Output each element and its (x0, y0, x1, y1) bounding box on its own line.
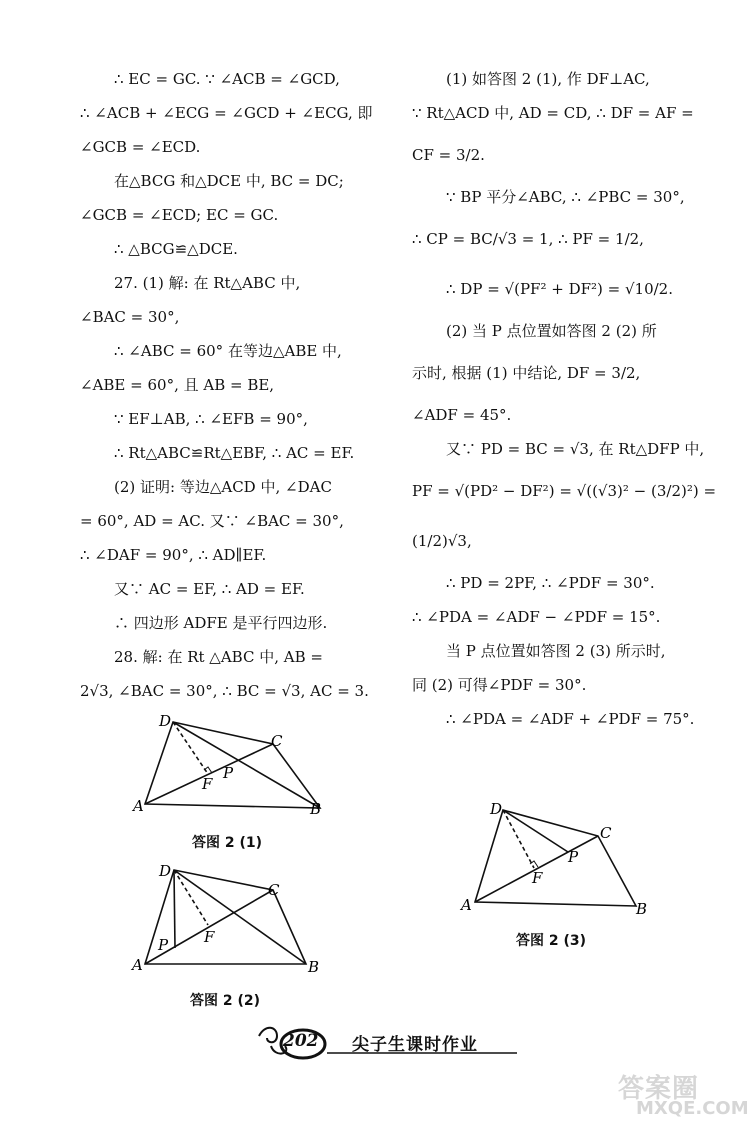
right-line: ∵ Rt△ACD 中, AD = CD, ∴ DF = AF = (412, 104, 694, 122)
label-a: A (133, 797, 144, 815)
left-line: 27. (1) 解: 在 Rt△ABC 中, (114, 274, 301, 292)
line-dp (503, 810, 568, 852)
label-d: D (159, 862, 172, 880)
label-b: B (636, 900, 648, 918)
figure-2-3-caption: 答图 2 (3) (516, 933, 587, 949)
label-c: C (268, 881, 280, 899)
left-line: ∴ ∠DAF = 90°, ∴ AD∥EF. (80, 546, 267, 564)
right-column (412, 62, 717, 736)
watermark-url: MXQE.COM (636, 1098, 749, 1119)
left-line: ∠ABE = 60°, 且 AB = BE, (80, 376, 275, 394)
right-line: (2) 当 P 点位置如答图 2 (2) 所 (446, 322, 657, 340)
right-line: (1) 如答图 2 (1), 作 DF⊥AC, (446, 70, 650, 88)
left-line: 在△BCG 和△DCE 中, BC = DC; (114, 172, 344, 190)
right-line: ∴ PD = 2PF, ∴ ∠PDF = 30°. (446, 574, 655, 592)
line-df-dashed (173, 722, 208, 774)
line-dp (174, 870, 175, 948)
label-p: P (568, 848, 579, 866)
right-line: ∠ADF = 45°. (412, 406, 512, 424)
label-p: P (158, 936, 169, 954)
left-line: 又∵ AC = EF, ∴ AD = EF. (114, 580, 305, 598)
label-a: A (461, 896, 472, 914)
right-line: 示时, 根据 (1) 中结论, DF = 3/2, (412, 364, 641, 382)
right-line: ∴ CP = BC/√3 = 1, ∴ PF = 1/2, (412, 230, 644, 248)
left-line: ∠GCB = ∠ECD. (80, 138, 201, 156)
right-line: ∴ ∠PDA = ∠ADF − ∠PDF = 15°. (412, 608, 661, 626)
label-p: P (223, 764, 234, 782)
left-line: ∵ EF⊥AB, ∴ ∠EFB = 90°, (114, 410, 308, 428)
label-f: F (202, 775, 213, 793)
label-f: F (204, 928, 215, 946)
right-line: PF = √(PD² − DF²) = √((√3)² − (3/2)²) = (412, 482, 717, 500)
label-b: B (308, 958, 320, 975)
right-line: 当 P 点位置如答图 2 (3) 所示时, (446, 642, 666, 660)
left-line: = 60°, AD = AC. 又∵ ∠BAC = 30°, (80, 512, 344, 530)
figure-2-3 (458, 798, 658, 918)
left-line: ∴ EC = GC. ∵ ∠ACB = ∠GCD, (114, 70, 340, 88)
left-column (80, 62, 380, 708)
figure-2-1-caption: 答图 2 (1) (192, 835, 263, 851)
right-line: 同 (2) 可得∠PDF = 30°. (412, 676, 587, 694)
figure-2-2 (128, 860, 328, 975)
line-db (173, 722, 320, 808)
page-number: 202 (283, 1031, 319, 1051)
left-line: 28. 解: 在 Rt △ABC 中, AB = (114, 648, 323, 666)
line-df-dashed (503, 810, 534, 868)
left-line: ∠BAC = 30°, (80, 308, 180, 326)
right-line: (1/2)√3, (412, 532, 472, 550)
label-b: B (310, 800, 322, 818)
right-line: ∴ ∠PDA = ∠ADF + ∠PDF = 75°. (446, 710, 695, 728)
left-line: ∴ 四边形 ADFE 是平行四边形. (114, 614, 328, 632)
left-line: ∠GCB = ∠ECD; EC = GC. (80, 206, 279, 224)
label-c: C (600, 824, 612, 842)
label-a: A (132, 956, 143, 974)
right-line: ∴ DP = √(PF² + DF²) = √10/2. (446, 280, 673, 298)
label-f: F (532, 869, 543, 887)
label-d: D (490, 800, 503, 818)
left-line: ∴ Rt△ABC≌Rt△EBF, ∴ AC = EF. (114, 444, 355, 462)
left-line: ∴ △BCG≌△DCE. (114, 240, 238, 258)
right-line: ∵ BP 平分∠ABC, ∴ ∠PBC = 30°, (446, 188, 685, 206)
line-df-dashed (174, 870, 208, 925)
label-d: D (159, 712, 172, 730)
figure-2-1 (128, 712, 328, 822)
left-line: 2√3, ∠BAC = 30°, ∴ BC = √3, AC = 3. (80, 682, 369, 700)
right-line: 又∵ PD = BC = √3, 在 Rt△DFP 中, (446, 440, 705, 458)
left-line: ∴ ∠ACB + ∠ECG = ∠GCD + ∠ECG, 即 (80, 104, 373, 122)
watermark-logo: 答案圈 (618, 1074, 700, 1104)
swirl-left (259, 1028, 277, 1043)
label-c: C (271, 732, 283, 750)
line-ac (145, 744, 273, 804)
right-line: CF = 3/2. (412, 146, 485, 164)
left-line: (2) 证明: 等边△ACD 中, ∠DAC (114, 478, 332, 496)
figure-2-2-caption: 答图 2 (2) (190, 993, 261, 1009)
book-title: 尖子生课时作业 (352, 1035, 478, 1055)
left-line: ∴ ∠ABC = 60° 在等边△ABE 中, (114, 342, 342, 360)
